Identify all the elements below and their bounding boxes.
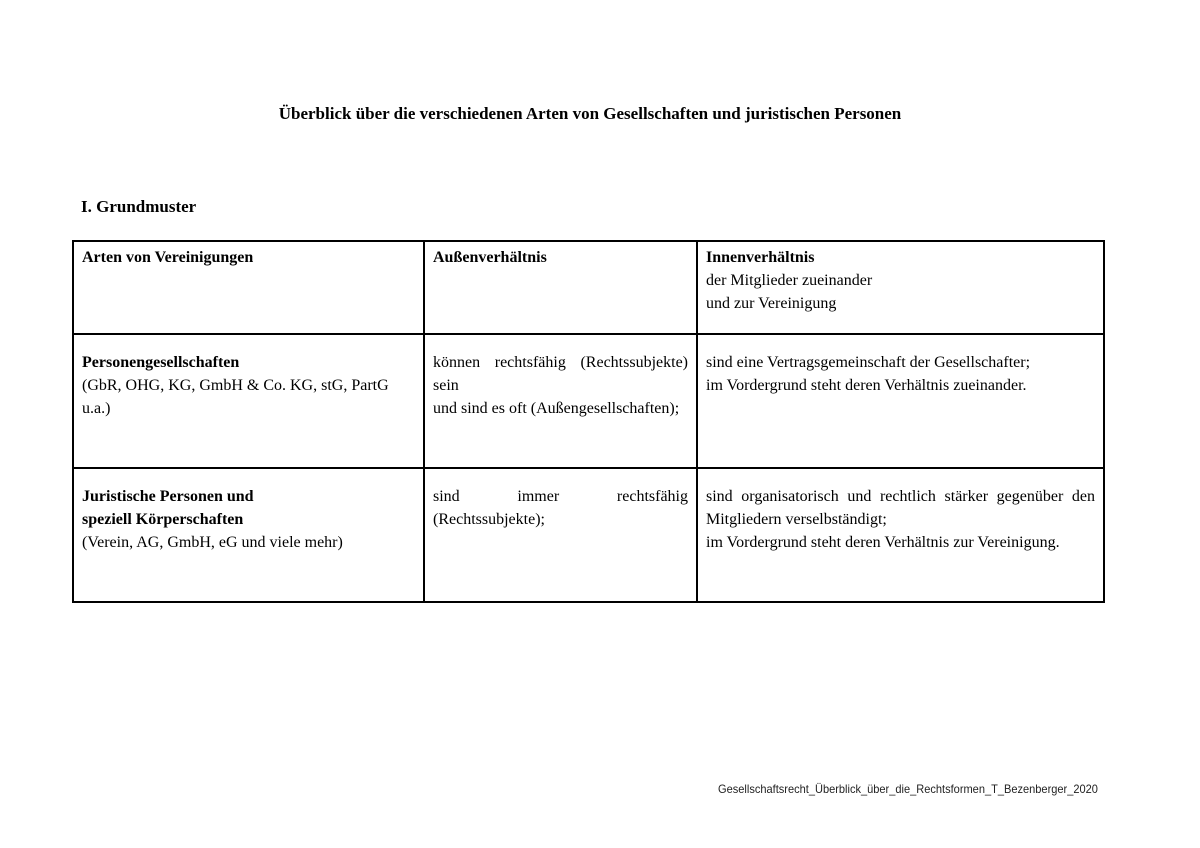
header-innen-label: Innenverhältnis [706, 249, 815, 266]
section-heading: I. Grundmuster [81, 197, 197, 216]
aussen-text-1: sind immer rechtsfähig (Rechtssubjekte); [433, 488, 688, 528]
cell-type-juristische-personen [73, 468, 424, 602]
header-cell-innen [697, 241, 1104, 334]
type-title: Juristische Personen und [82, 488, 254, 505]
cell-aussen [424, 334, 697, 468]
table-header-row [73, 241, 1104, 334]
header-arten-label: Arten von Vereinigungen [82, 249, 254, 266]
overview-table [72, 240, 1105, 603]
footer-filename: Gesellschaftsrecht_Überblick_über_die_Rechtsformen_T_Bezenberger_2020 [718, 782, 1098, 796]
innen-text-1: sind organisatorisch und rechtlich stärker gegenüber den Mitgliedern verselbständigt; [706, 488, 1095, 528]
type-title-2: speziell Körperschaften [82, 511, 244, 528]
type-detail: (Verein, AG, GmbH, eG und viele mehr) [82, 534, 343, 551]
header-cell-arten [73, 241, 424, 334]
table-row [73, 334, 1104, 468]
type-title: Personengesellschaften [82, 354, 240, 371]
cell-aussen [424, 468, 697, 602]
innen-text-2: im Vordergrund steht deren Verhältnis zur Vereinigung. [706, 534, 1060, 551]
innen-text-2: im Vordergrund steht deren Verhältnis zueinander. [706, 377, 1027, 394]
header-innen-sub2: und zur Vereinigung [706, 295, 837, 312]
type-detail: (GbR, OHG, KG, GmbH & Co. KG, stG, PartG u.a.) [82, 377, 389, 417]
aussen-text-1: können rechtsfähig (Rechtssubjekte) sein [433, 354, 688, 394]
cell-innen [697, 334, 1104, 468]
aussen-text-2: und sind es oft (Außengesellschaften); [433, 400, 680, 417]
cell-type-personengesellschaften [73, 334, 424, 468]
document-title: Überblick über die verschiedenen Arten von Gesellschaften und juristischen Personen [278, 104, 902, 123]
cell-innen [697, 468, 1104, 602]
header-cell-aussen [424, 241, 697, 334]
header-innen-sub1: der Mitglieder zueinander [706, 272, 873, 289]
innen-text-1: sind eine Vertragsgemeinschaft der Gesellschafter; [706, 354, 1031, 371]
header-aussen-label: Außenverhältnis [433, 249, 547, 266]
table-row [73, 468, 1104, 602]
